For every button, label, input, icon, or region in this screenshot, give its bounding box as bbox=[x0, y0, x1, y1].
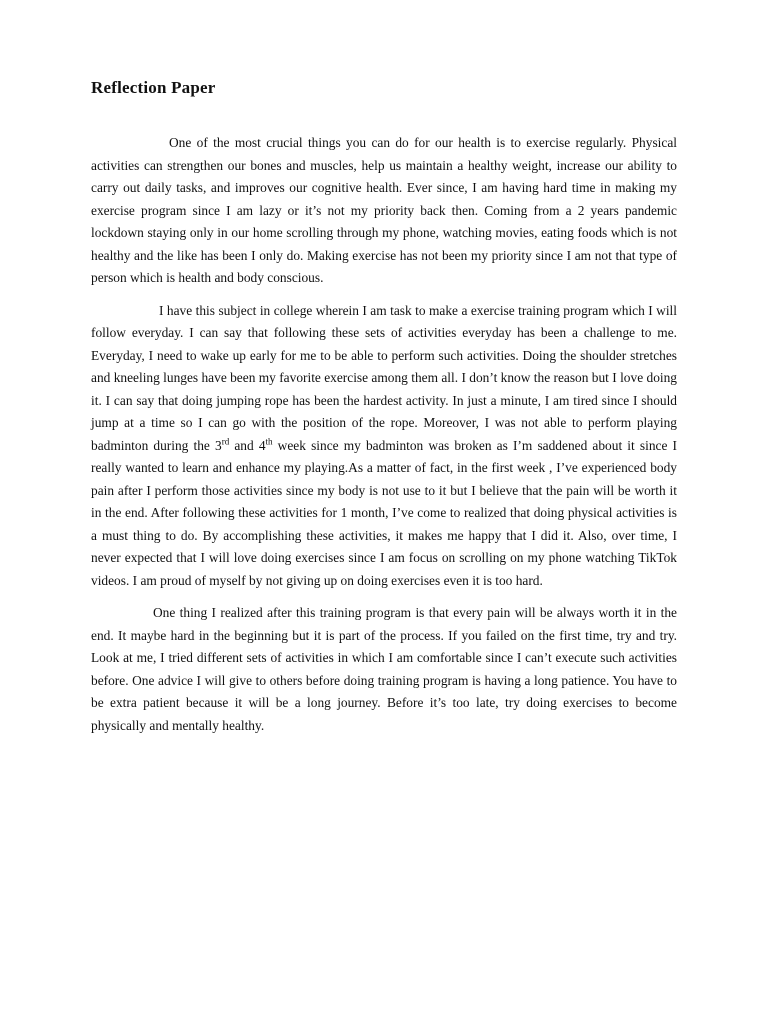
paragraph-2 bbox=[91, 300, 677, 593]
ordinal-suffix-th: th bbox=[265, 436, 273, 447]
document-title: Reflection Paper bbox=[91, 78, 216, 97]
ordinal-suffix-rd: rd bbox=[221, 436, 230, 447]
paragraph-2-text-c: week since my badminton was broken as I’m saddened about it since I really wanted to learn and enhance my playing.As a matter of fact, in the first week , I’ve experienced body pain after I perform those activities since my body is not use to it but I believe that the pain will be worth it in the end. After following these activities for 1 month, I’ve come to realized that doing physical activities is a must thing to do. By accomplishing these activities, it makes me happy that I did it. Also, over time, I never expected that I will love doing exercises since I am focus on scrolling on my phone watching TikTok videos. I am proud of myself by not giving up on doing exercises even it is too hard. bbox=[91, 437, 677, 588]
paragraph-2-text-a: I have this subject in college wherein I am task to make a exercise training program which I will follow everyday. I can say that following these sets of activities everyday has been a challenge to me. Everyday, I need to wake up early for me to be able to perform such activities. Doing the shoulder stretches and kneeling lunges have been my favorite exercise among them all. I don’t know the reason but I love doing it. I can say that doing jumping rope has been the hardest activity. In just a minute, I am tired since I should jump at a time so I can go with the position of the rope. Moreover, I was not able to perform playing badminton during the 3 bbox=[91, 302, 677, 453]
paragraph-2-text-b: and 4 bbox=[229, 437, 266, 453]
document-body bbox=[91, 132, 677, 747]
paragraph-1: One of the most crucial things you can do for our health is to exercise regularly. Physical activities can strengthen our bones and muscles, help us maintain a healthy weight, increase our ability to carry out daily tasks, and improves our cognitive health. Ever since, I am having hard time in making my exercise program since I am lazy or it’s not my priority back then. Coming from a 2 years pandemic lockdown staying only in our home scrolling through my phone, watching movies, eating foods which is not healthy and the like has been I only do. Making exercise has not been my priority since I am not that type of person which is health and body conscious. bbox=[91, 135, 677, 285]
paragraph-3: One thing I realized after this training program is that every pain will be always worth it in the end. It maybe hard in the beginning but it is part of the process. If you failed on the first time, try and try. Look at me, I tried different sets of activities in which I am comfortable since I can’t execute such activities before. One advice I will give to others before doing training program is having a long patience. You have to be extra patient because it will be a long journey. Before it’s too late, try doing exercises to become physically and mentally healthy. bbox=[91, 605, 677, 733]
